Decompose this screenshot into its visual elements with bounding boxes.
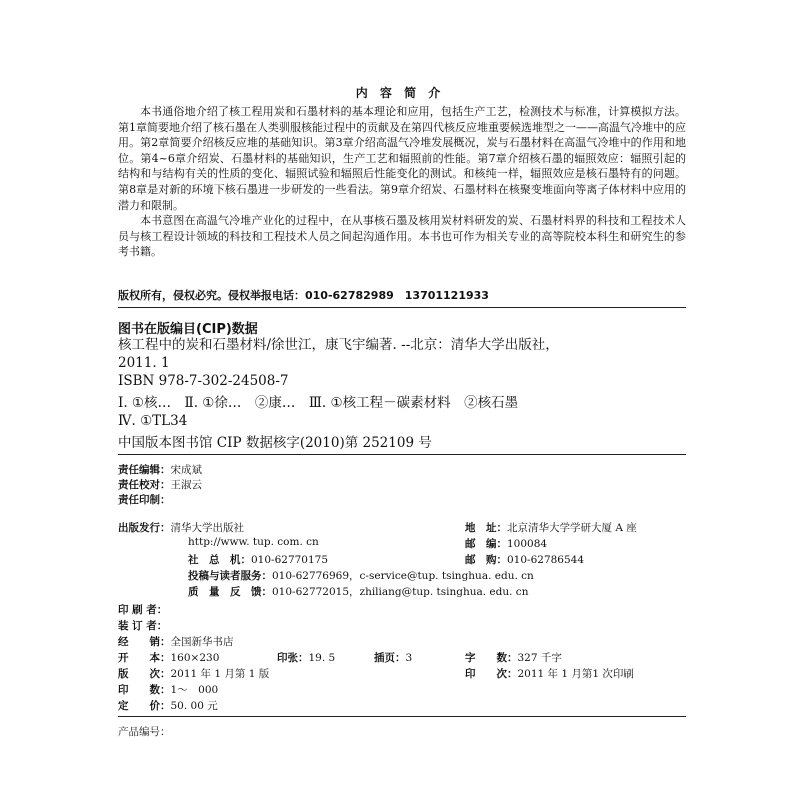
distributor-row (118, 634, 234, 649)
plates-label: 插页： (374, 652, 406, 664)
cip-classification-2: Ⅳ. ①TL34 (118, 413, 188, 429)
switchboard-row (188, 552, 328, 567)
impression-value: 2011 年 1 月第1 次印刷 (517, 668, 634, 680)
quality-feedback-label: 质 量 反 馈： (188, 586, 272, 598)
postcode-row (465, 536, 547, 551)
chief-editor-label: 责任编辑： (118, 464, 171, 476)
publisher-label: 出版发行： (118, 522, 171, 534)
print-supervisor-row (118, 492, 171, 507)
summary-paragraph-2: 本书意图在高温气冷堆产业化的过程中，在从事核石墨及核用炭材料研发的炭、石墨材料界的科技和工程技术人员与核工程设计领域的科技和工程技术人员之间起沟通作用。本书也可作为相关专业的高等院校本科生和研究生的参考书籍。 (118, 214, 686, 259)
distributor-value: 全国新华书店 (170, 636, 234, 648)
proofreader-row (118, 477, 202, 492)
edition-label: 版 次： (118, 668, 171, 680)
address-row (465, 520, 637, 535)
address-label: 地 址： (465, 522, 507, 534)
print-count-label: 印 数： (118, 684, 171, 696)
chief-editor-value: 宋成斌 (170, 464, 202, 476)
switchboard-value: 010-62770175 (251, 554, 329, 566)
content-summary (118, 104, 686, 260)
sheets-label: 印张： (277, 652, 309, 664)
divider (118, 307, 686, 308)
price-label: 定 价： (118, 700, 171, 712)
cip-record (118, 336, 686, 390)
format-label: 开 本： (118, 652, 171, 664)
mail-order-value: 010-62786544 (507, 554, 585, 566)
reader-service-value: 010-62776969，c-service@tup. tsinghua. edu. cn (272, 570, 534, 582)
distributor-label: 经 销： (118, 636, 171, 648)
word-count-value: 327 千字 (517, 652, 562, 664)
print-count-value: 1～ 000 (170, 684, 219, 696)
chief-editor-row (118, 462, 202, 477)
edition-row (118, 666, 269, 681)
reader-service-row (188, 568, 534, 583)
publisher-row (118, 520, 244, 535)
print-supervisor-label: 责任印制： (118, 494, 171, 506)
impression-row (465, 666, 634, 681)
proofreader-label: 责任校对： (118, 479, 171, 491)
page-title: 内 容 简 介 (355, 86, 445, 100)
price-value: 50. 00 元 (170, 700, 218, 712)
plates-row (374, 650, 412, 665)
publisher-url[interactable]: http://www. tup. com. cn (188, 536, 319, 548)
address-value: 北京清华大学学研大厦 A 座 (507, 522, 637, 534)
switchboard-label: 社 总 机： (188, 554, 251, 566)
word-count-row (465, 650, 562, 665)
copyright-notice: 版权所有，侵权必究。侵权举报电话：010-62782989 13701121933 (118, 289, 489, 302)
postcode-value: 100084 (507, 538, 548, 550)
cip-isbn: ISBN 978-7-302-24508-7 (118, 373, 289, 389)
mail-order-label: 邮 购： (465, 554, 507, 566)
price-row (118, 698, 218, 713)
edition-value: 2011 年 1 月第 1 版 (170, 668, 270, 680)
publisher-name: 清华大学出版社 (170, 522, 244, 534)
plates-value: 3 (405, 652, 413, 664)
binder-label: 装 订 者： (118, 620, 168, 632)
product-number-label: 产品编号： (118, 726, 171, 738)
summary-paragraph-1: 本书通俗地介绍了核工程用炭和石墨材料的基本理论和应用，包括生产工艺，检测技术与标准，计算模拟方法。第1章简要地介绍了核石墨在人类驯服核能过程中的贡献及在第四代核反应堆重要候选堆型之一——高温气冷堆中的应用。第2章简要介绍核反应堆的基础知识。第3章介绍高温气冷堆发展概况，炭与石墨材料在高温气冷堆中的作用和地位。第4~6章介绍炭、石墨材料的基础知识，生产工艺和辐照前的性能。第7章介绍核石墨的辐照效应：辐照引起的结构和与结构有关的性质的变化、辐照试验和辐照后性能变化的测试。和核纯一样，辐照效应是核石墨特有的问题。第8章是对新的环境下核石墨进一步研发的一些看法。第9章介绍炭、石墨材料在核聚变堆面向等离子体材料中应用的潜力和限制。 (118, 105, 686, 212)
format-value: 160×230 (170, 652, 220, 664)
cip-library-number: 中国版本图书馆 CIP 数据核字(2010)第 252109 号 (118, 435, 432, 451)
divider (118, 454, 686, 455)
cip-title-line: 核工程中的炭和石墨材料/徐世江，康飞宇编著. --北京：清华大学出版社， (118, 337, 559, 353)
word-count-label: 字 数： (465, 652, 518, 664)
binder-row (118, 618, 167, 633)
cip-heading: 图书在版编目(CIP)数据 (118, 322, 258, 337)
print-count-row (118, 682, 218, 697)
quality-feedback-value: 010-62772015，zhiliang@tup. tsinghua. edu. cn (272, 586, 529, 598)
proofreader-value: 王淑云 (170, 479, 202, 491)
postcode-label: 邮 编： (465, 538, 507, 550)
format-row (118, 650, 219, 665)
quality-feedback-row (188, 584, 528, 599)
printer-label: 印 刷 者： (118, 604, 168, 616)
mail-order-row (465, 552, 584, 567)
printer-row (118, 602, 167, 617)
divider (118, 716, 686, 717)
reader-service-label: 投稿与读者服务： (188, 570, 272, 582)
cip-classification-1: Ⅰ. ①核… Ⅱ. ①徐… ②康… Ⅲ. ①核工程－碳素材料 ②核石墨 (118, 395, 519, 411)
sheets-value: 19. 5 (308, 652, 336, 664)
sheets-row (277, 650, 335, 665)
cip-date-line: 2011. 1 (118, 355, 170, 371)
impression-label: 印 次： (465, 668, 518, 680)
